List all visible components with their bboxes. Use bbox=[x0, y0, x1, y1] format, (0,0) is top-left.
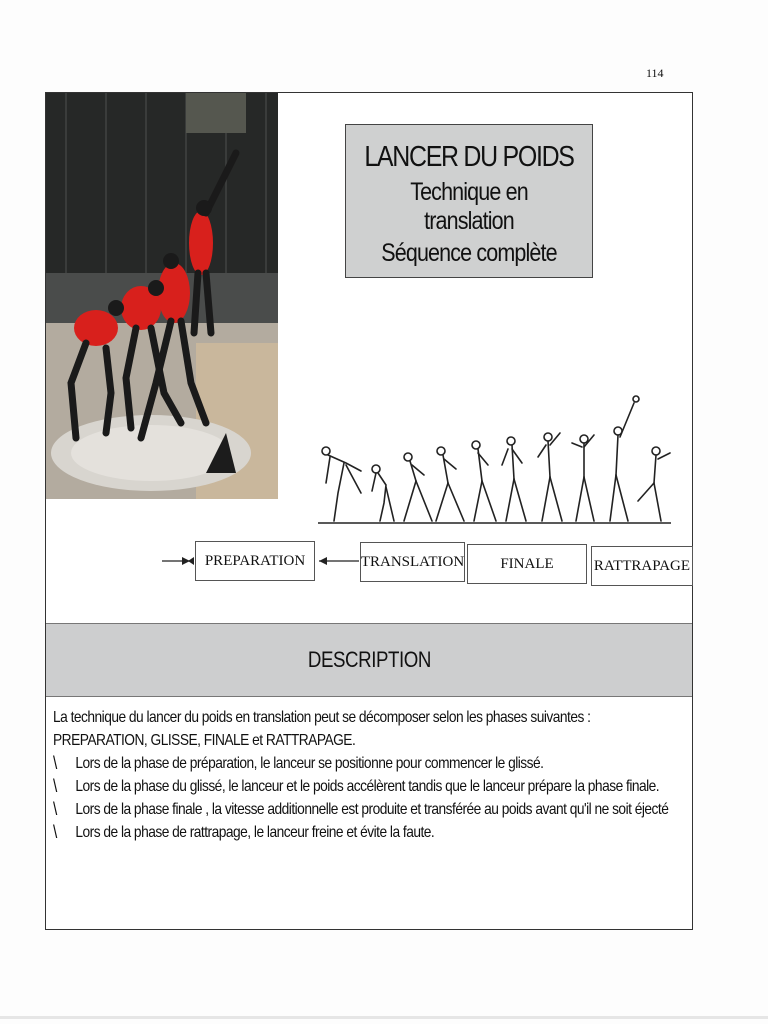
description-intro-line-1: La technique du lancer du poids en translation peut se décomposer selon les phases suivantes : bbox=[53, 709, 591, 726]
phase-finale: FINALE bbox=[467, 544, 587, 584]
title-line-2: Technique en translation bbox=[410, 178, 528, 235]
list-item bbox=[53, 821, 603, 844]
scan-edge bbox=[0, 1016, 768, 1019]
bullet-mark: \ bbox=[53, 822, 57, 842]
description-title: DESCRIPTION bbox=[307, 647, 431, 672]
athlete-photo bbox=[46, 93, 278, 499]
list-item-text: Lors de la phase finale , la vitesse additionnelle est produite et transférée au poids avant qu'il ne soit éjecté bbox=[75, 801, 669, 818]
list-item-text: Lors de la phase de rattrapage, le lanceur freine et évite la faute. bbox=[75, 824, 435, 841]
bullet-mark: \ bbox=[53, 753, 57, 773]
arrow-into-preparation bbox=[160, 553, 196, 569]
list-item bbox=[53, 775, 660, 798]
document-frame bbox=[45, 92, 693, 930]
bullet-mark: \ bbox=[53, 799, 57, 819]
description-intro-line-2: PREPARATION, GLISSE, FINALE et RATTRAPAGE. bbox=[53, 732, 356, 749]
title-box bbox=[345, 124, 593, 278]
list-item-text: Lors de la phase de préparation, le lanceur se positionne pour commencer le glissé. bbox=[75, 755, 544, 772]
list-item bbox=[53, 752, 603, 775]
list-item bbox=[53, 798, 669, 821]
phase-translation: TRANSLATION bbox=[360, 542, 465, 582]
arrow-translation-to-preparation bbox=[315, 553, 361, 569]
phase-preparation: PREPARATION bbox=[195, 541, 315, 581]
description-body bbox=[53, 706, 693, 844]
bullet-mark: \ bbox=[53, 776, 57, 796]
page-number: 114 bbox=[646, 66, 664, 80]
title-line-3: Séquence complète bbox=[381, 239, 557, 267]
title-line-1: LANCER DU POIDS bbox=[364, 141, 574, 173]
description-header bbox=[46, 623, 692, 697]
throw-sequence-figures bbox=[316, 373, 676, 533]
list-item-text: Lors de la phase du glissé, le lanceur et le poids accélèrent tandis que le lanceur prépare la phase finale. bbox=[75, 778, 660, 795]
phase-rattrapage: RATTRAPAGE bbox=[591, 546, 693, 586]
